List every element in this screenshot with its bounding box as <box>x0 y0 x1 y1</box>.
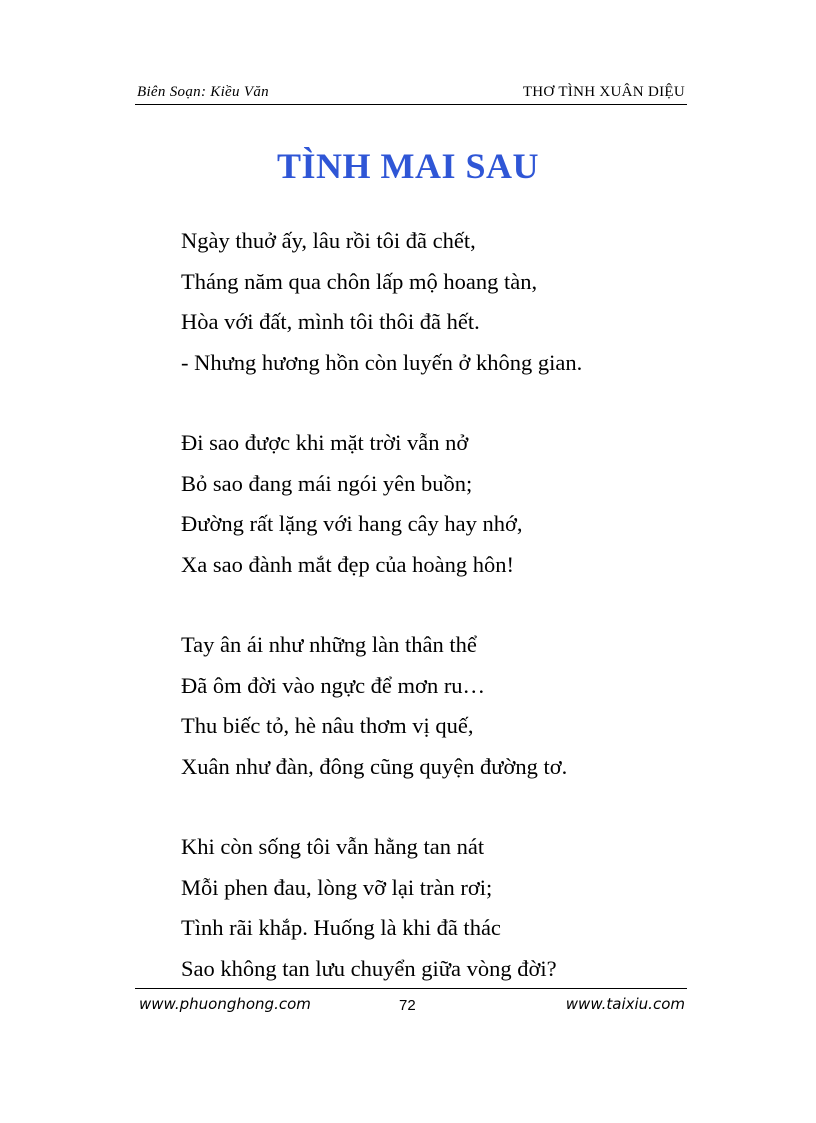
poem-line: Xa sao đành mắt đẹp của hoàng hôn! <box>181 551 515 577</box>
stanza-4 <box>181 827 582 989</box>
poem-line: - Nhưng hương hồn còn luyến ở không gian. <box>181 349 583 375</box>
stanza-3 <box>181 625 582 787</box>
footer-left-link[interactable]: www.phuonghong.com <box>139 995 311 1013</box>
poem-line: Đi sao được khi mặt trời vẫn nở <box>181 430 469 455</box>
poem-line: Đã ôm đời vào ngực để mơn ru… <box>181 672 486 698</box>
header-book-title: THƠ TÌNH XUÂN DIỆU <box>522 84 685 100</box>
poem-line: Khi còn sống tôi vẫn hằng tan nát <box>181 834 485 859</box>
poem-line: Mỗi phen đau, lòng vỡ lại tràn rơi; <box>181 874 493 900</box>
poem-body <box>181 221 582 1029</box>
poem-line: Ngày thuở ấy, lâu rồi tôi đã chết, <box>181 228 476 253</box>
stanza-2 <box>181 423 582 585</box>
poem-line: Bỏ sao đang mái ngói yên buồn; <box>181 470 473 496</box>
poem-line: Đường rất lặng với hang cây hay nhớ, <box>181 511 523 536</box>
poem-line: Tay ân ái như những làn thân thể <box>181 632 477 657</box>
poem-line: Sao không tan lưu chuyển giữa vòng đời? <box>181 955 557 981</box>
page-header <box>135 82 687 105</box>
page-footer <box>135 988 687 1021</box>
poem-line: Xuân như đàn, đông cũng quyện đường tơ. <box>181 753 568 779</box>
poem-line: Tình rãi khắp. Huống là khi đã thác <box>181 915 501 940</box>
header-author: Biên Soạn: Kiều Văn <box>137 84 269 100</box>
poem-line: Hòa với đất, mình tôi thôi đã hết. <box>181 309 480 334</box>
poem-line: Thu biếc tỏ, hè nâu thơm vị quế, <box>181 713 474 738</box>
footer-right-link[interactable]: www.taixiu.com <box>565 995 685 1013</box>
poem-line: Tháng năm qua chôn lấp mộ hoang tàn, <box>181 268 538 294</box>
stanza-1 <box>181 221 582 383</box>
page-number: 72 <box>399 997 416 1014</box>
poem-title: TÌNH MAI SAU <box>276 146 540 186</box>
